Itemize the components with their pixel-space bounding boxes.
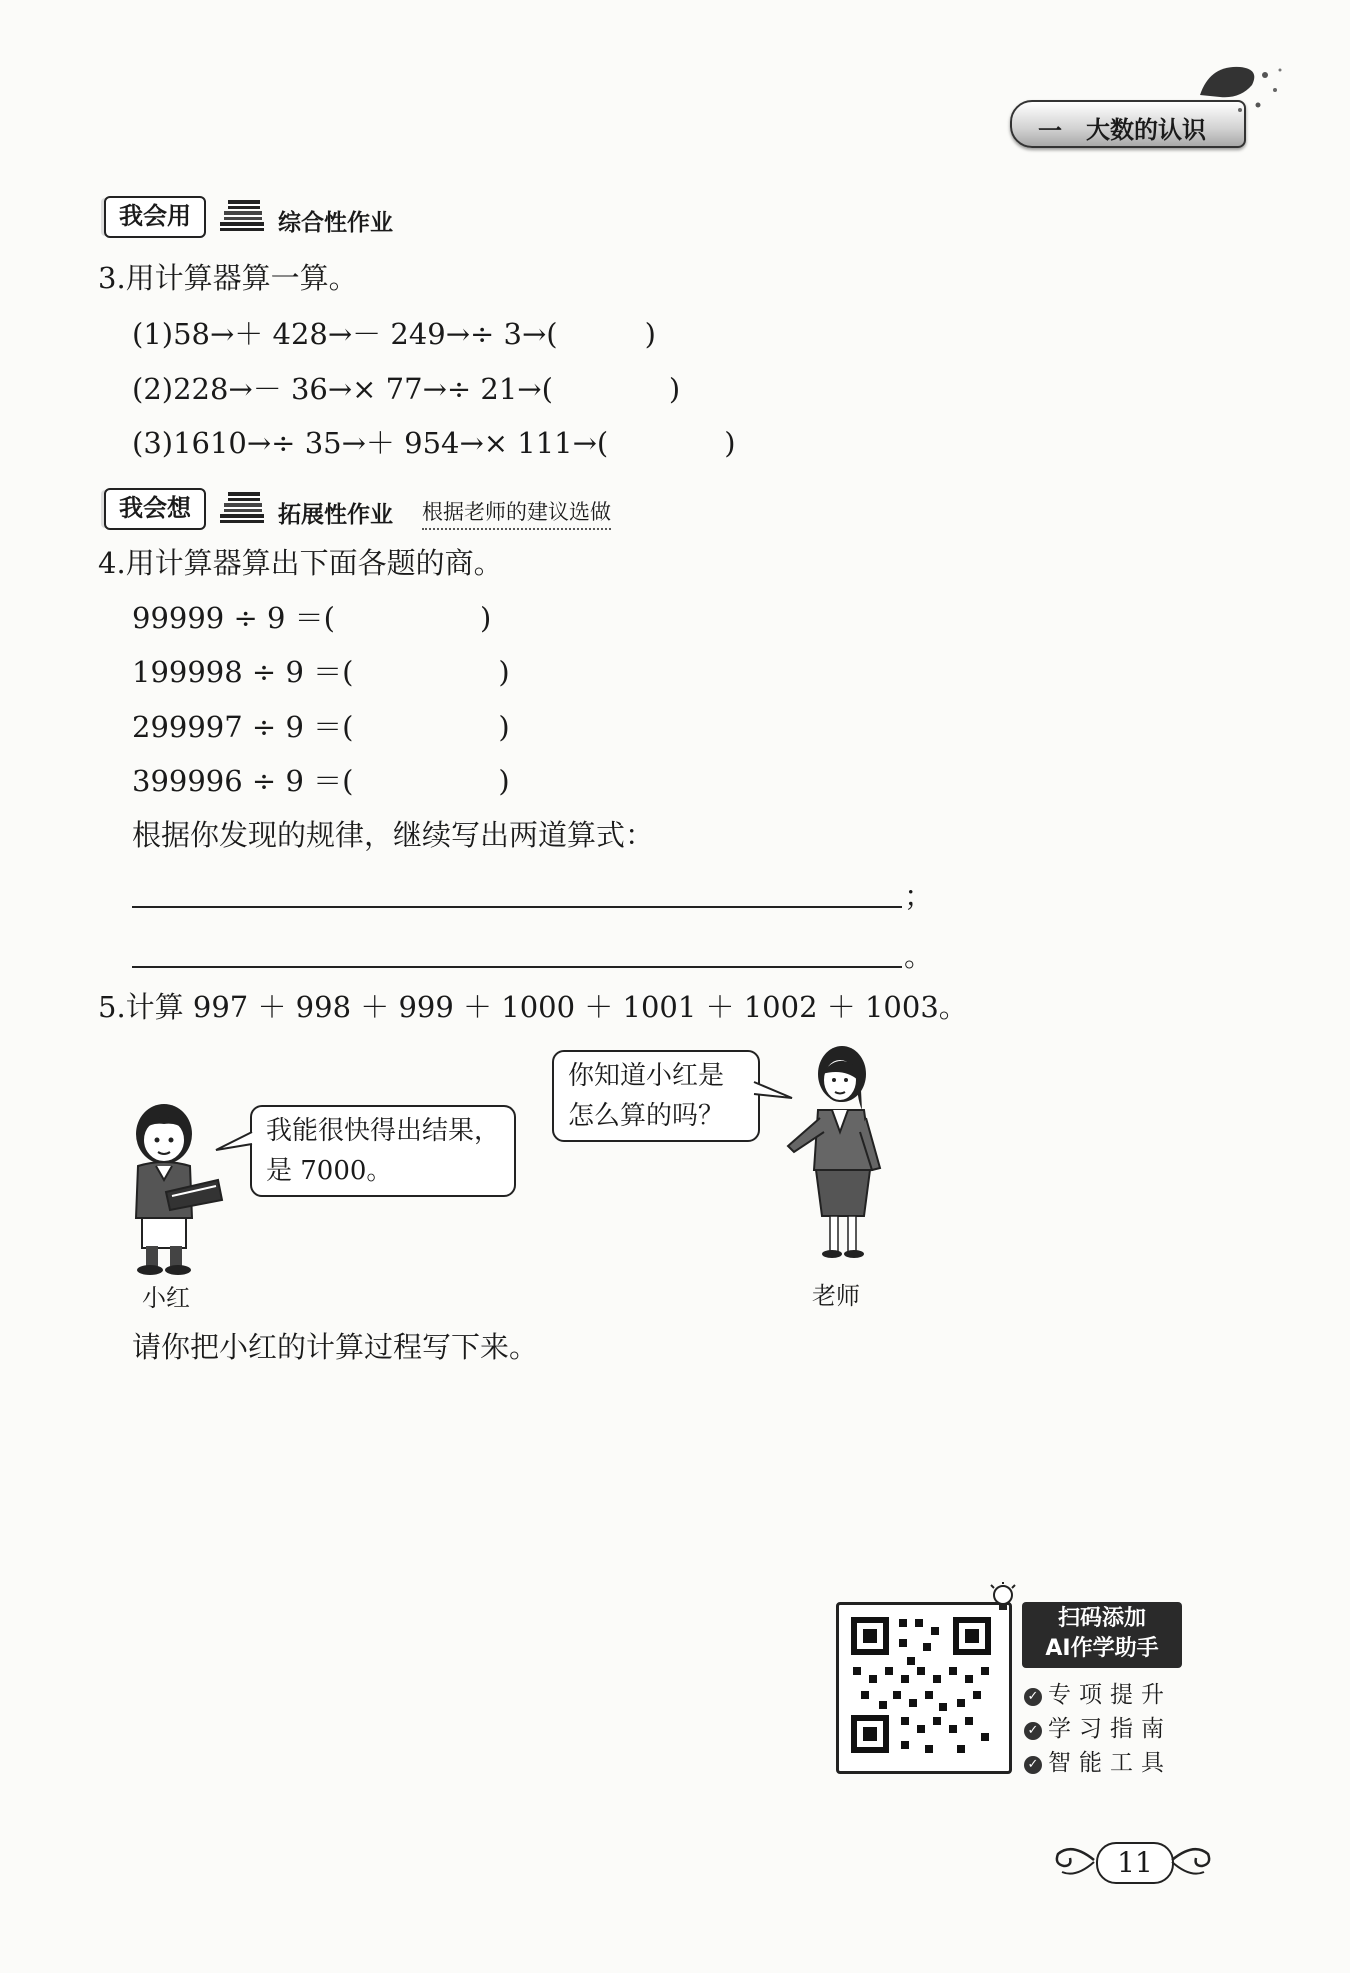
question-3-item-2: (2)228→－ 36→× 77→÷ 21→( ) (132, 372, 681, 406)
teacher-speech-line-2: 怎么算的吗？ (568, 1101, 725, 1131)
teacher-name-label: 老师 (812, 1282, 860, 1310)
check-icon: ✓ (1024, 1756, 1042, 1774)
teacher-speech-line-1: 你知道小红是 (568, 1061, 725, 1091)
girl-speech-bubble (250, 1105, 516, 1197)
section-title-apply: 综合性作业 (278, 210, 393, 236)
answer-line-1-end: ； (904, 879, 934, 913)
promo-title-line-2: AI作学助手 (1045, 1636, 1159, 1661)
girl-speech-line-1: 我能很快得出结果， (266, 1116, 501, 1146)
decorative-splash-icon (1180, 55, 1290, 125)
question-4-item-1: 99999 ÷ 9 ＝( ) (132, 601, 492, 635)
question-4-instruction: 根据你发现的规律，继续写出两道算式： (132, 818, 655, 852)
promo-title-line-1: 扫码添加 (1057, 1606, 1146, 1631)
ornament-left-icon (1052, 1838, 1096, 1882)
books-icon (216, 196, 268, 236)
section-badge-think: 我会想 (104, 488, 206, 530)
question-4-item-4: 399996 ÷ 9 ＝( ) (132, 764, 510, 798)
girl-name-label: 小红 (142, 1284, 190, 1312)
promo-feature-2: ✓ 学习指南 (1024, 1710, 1172, 1743)
answer-line-1[interactable] (132, 906, 902, 908)
lightbulb-icon (988, 1582, 1018, 1616)
bubble-tail (214, 1130, 254, 1160)
ornament-right-icon (1170, 1838, 1214, 1882)
teacher-illustration (780, 1040, 910, 1270)
check-icon: ✓ (1024, 1688, 1042, 1706)
chapter-number: 一 (1038, 117, 1062, 145)
qr-code[interactable] (836, 1602, 1012, 1774)
question-3-stem: 3.用计算器算一算。 (98, 261, 358, 295)
section-badge-apply: 我会用 (104, 196, 206, 238)
section-title-think: 拓展性作业 (278, 502, 393, 528)
question-3-item-1: (1)58→＋ 428→－ 249→÷ 3→( ) (132, 317, 656, 351)
chapter-title: 大数的认识 (1086, 116, 1206, 144)
question-3-item-3: (3)1610→÷ 35→＋ 954→× 111→( ) (132, 426, 736, 460)
section-note-think: 根据老师的建议选做 (422, 496, 611, 530)
promo-feature-3: ✓ 智能工具 (1024, 1744, 1172, 1777)
books-icon (216, 488, 268, 528)
page-number: 11 (1096, 1842, 1174, 1884)
question-4-item-3: 299997 ÷ 9 ＝( ) (132, 710, 510, 744)
question-5-stem: 5.计算 997 ＋ 998 ＋ 999 ＋ 1000 ＋ 1001 ＋ 1002 ＋ 1003。 (98, 990, 968, 1024)
answer-line-2-end: 。 (904, 939, 934, 973)
question-4-stem: 4.用计算器算出下面各题的商。 (98, 546, 503, 580)
check-icon: ✓ (1024, 1722, 1042, 1740)
promo-title (1022, 1602, 1182, 1668)
teacher-speech-bubble (552, 1050, 760, 1142)
qr-code-pattern (839, 1605, 1003, 1765)
answer-line-2[interactable] (132, 966, 902, 968)
promo-feature-1: ✓ 专项提升 (1024, 1676, 1172, 1709)
question-5-instruction: 请你把小红的计算过程写下来。 (132, 1330, 539, 1364)
girl-speech-line-2: 是 7000。 (266, 1156, 393, 1186)
girl-illustration (126, 1100, 236, 1280)
question-4-item-2: 199998 ÷ 9 ＝( ) (132, 655, 510, 689)
